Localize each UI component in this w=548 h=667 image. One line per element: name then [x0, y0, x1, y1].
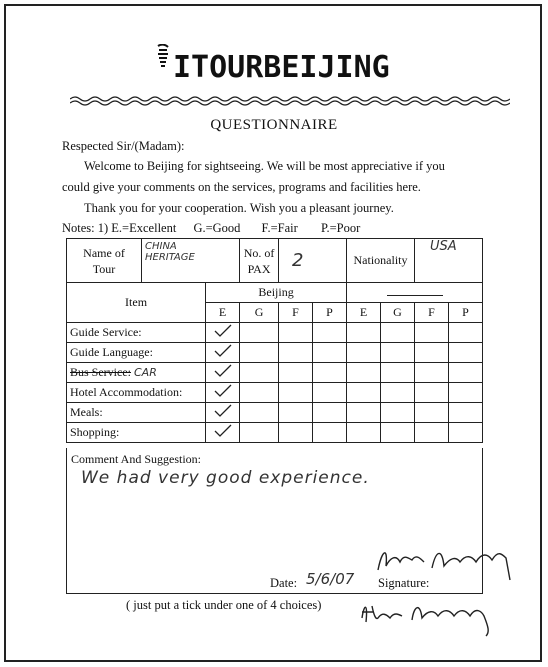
rating-cell[interactable] — [279, 383, 313, 403]
rating-cell[interactable] — [279, 423, 313, 443]
col-p-2: P — [449, 303, 483, 323]
rating-cell[interactable] — [279, 323, 313, 343]
rating-cell[interactable] — [279, 343, 313, 363]
col-f-2: F — [415, 303, 449, 323]
tick-cell[interactable] — [206, 403, 240, 423]
rating-cell[interactable] — [240, 403, 279, 423]
row-label-guide-service: Guide Service: — [67, 323, 206, 343]
rating-cell[interactable] — [415, 363, 449, 383]
signature-lower-icon — [356, 592, 516, 640]
table-row — [67, 363, 483, 383]
rating-cell[interactable] — [449, 343, 483, 363]
tick-cell[interactable] — [206, 383, 240, 403]
table-row — [67, 343, 483, 363]
table-row — [67, 423, 483, 443]
col-e-1: E — [206, 303, 240, 323]
rating-cell[interactable] — [381, 383, 415, 403]
rating-cell[interactable] — [347, 363, 381, 383]
row-label-meals: Meals: — [67, 403, 206, 423]
row-label-bus-service: Bus Service: CAR — [67, 363, 206, 383]
pax-label: No. of PAX — [240, 239, 279, 283]
item-header: Item — [67, 283, 206, 323]
tick-cell[interactable] — [206, 423, 240, 443]
col-f-1: F — [279, 303, 313, 323]
row-label-shopping: Shopping: — [67, 423, 206, 443]
rating-cell[interactable] — [381, 363, 415, 383]
nationality-value: USA — [415, 239, 483, 283]
rating-cell[interactable] — [240, 383, 279, 403]
rating-cell[interactable] — [449, 363, 483, 383]
rating-cell[interactable] — [347, 383, 381, 403]
nationality-label: Nationality — [347, 239, 415, 283]
table-row — [67, 323, 483, 343]
rating-cell[interactable] — [240, 343, 279, 363]
tour-name-value: CHINA HERITAGE — [142, 239, 240, 283]
rating-cell[interactable] — [381, 343, 415, 363]
notes-line — [62, 221, 360, 236]
pax-value: 2 — [279, 239, 347, 283]
thanks-text: Thank you for your cooperation. Wish you a pleasant journey. — [84, 201, 394, 215]
rating-cell[interactable] — [415, 383, 449, 403]
city-header-row — [67, 283, 483, 303]
rating-cell[interactable] — [415, 323, 449, 343]
rating-cell[interactable] — [415, 423, 449, 443]
rating-cell[interactable] — [313, 383, 347, 403]
rating-cell[interactable] — [347, 343, 381, 363]
rating-cell[interactable] — [449, 403, 483, 423]
col-g-1: G — [240, 303, 279, 323]
comment-label: Comment And Suggestion: — [71, 452, 202, 466]
rating-cell[interactable] — [313, 403, 347, 423]
rating-cell[interactable] — [381, 423, 415, 443]
rating-cell[interactable] — [449, 323, 483, 343]
rating-cell[interactable] — [240, 423, 279, 443]
rating-cell[interactable] — [313, 323, 347, 343]
rating-cell[interactable] — [313, 343, 347, 363]
rating-cell[interactable] — [347, 323, 381, 343]
rating-cell[interactable] — [279, 363, 313, 383]
table-row — [67, 383, 483, 403]
col-g-2: G — [381, 303, 415, 323]
rating-cell[interactable] — [240, 323, 279, 343]
tour-info-row — [67, 239, 483, 283]
footer-note: ( just put a tick under one of 4 choices) — [126, 598, 322, 612]
date-value: 5/6/07 — [306, 570, 355, 588]
rating-cell[interactable] — [449, 423, 483, 443]
intro-text-line-2: could give your comments on the services, programs and facilities here. — [62, 180, 421, 194]
rating-cell[interactable] — [279, 403, 313, 423]
row-label-guide-language: Guide Language: — [67, 343, 206, 363]
rating-cell[interactable] — [313, 423, 347, 443]
logo-text: ITOURBEIJING — [173, 50, 390, 85]
rating-cell[interactable] — [240, 363, 279, 383]
comment-value: We had very good experience. — [81, 468, 370, 488]
rating-cell[interactable] — [347, 403, 381, 423]
rating-cell[interactable] — [415, 343, 449, 363]
checkmark-icon — [213, 404, 233, 418]
tick-cell[interactable] — [206, 363, 240, 383]
greeting-text: Respected Sir/(Madam): — [62, 139, 185, 153]
rating-cell[interactable] — [449, 383, 483, 403]
row-label-hotel-accommodation: Hotel Accommodation: — [67, 383, 206, 403]
rating-cell[interactable] — [415, 403, 449, 423]
logo-emblem-icon — [155, 44, 171, 70]
date-label: Date: — [270, 576, 298, 590]
signature-upper-icon — [372, 540, 522, 582]
checkmark-icon — [213, 364, 233, 378]
note-excellent: Notes: 1) E.=Excellent — [62, 221, 177, 235]
note-good: G.=Good — [193, 221, 241, 235]
signature-label: Signature: — [378, 576, 430, 590]
col-e-2: E — [347, 303, 381, 323]
checkmark-icon — [213, 424, 233, 438]
city-header-blank — [347, 283, 483, 303]
decorative-wave-divider — [70, 92, 510, 106]
note-fair: F.=Fair — [261, 221, 298, 235]
note-poor: P.=Poor — [320, 221, 361, 235]
page-title: QUESTIONNAIRE — [210, 117, 338, 133]
rating-cell[interactable] — [381, 403, 415, 423]
table-row — [67, 403, 483, 423]
checkmark-icon — [213, 324, 233, 338]
intro-text-line-1: Welcome to Beijing for sightseeing. We will be most appreciative if you — [84, 159, 445, 173]
tour-name-label: Name of Tour — [67, 239, 142, 283]
rating-table — [66, 238, 483, 443]
tick-cell[interactable] — [206, 323, 240, 343]
checkmark-icon — [213, 384, 233, 398]
rating-cell[interactable] — [347, 423, 381, 443]
city-header-beijing: Beijing — [206, 283, 347, 303]
company-logo — [155, 44, 395, 90]
checkmark-icon — [213, 344, 233, 358]
tick-cell[interactable] — [206, 343, 240, 363]
col-p-1: P — [313, 303, 347, 323]
rating-cell[interactable] — [381, 323, 415, 343]
rating-cell[interactable] — [313, 363, 347, 383]
bus-service-handwritten: CAR — [134, 366, 157, 379]
